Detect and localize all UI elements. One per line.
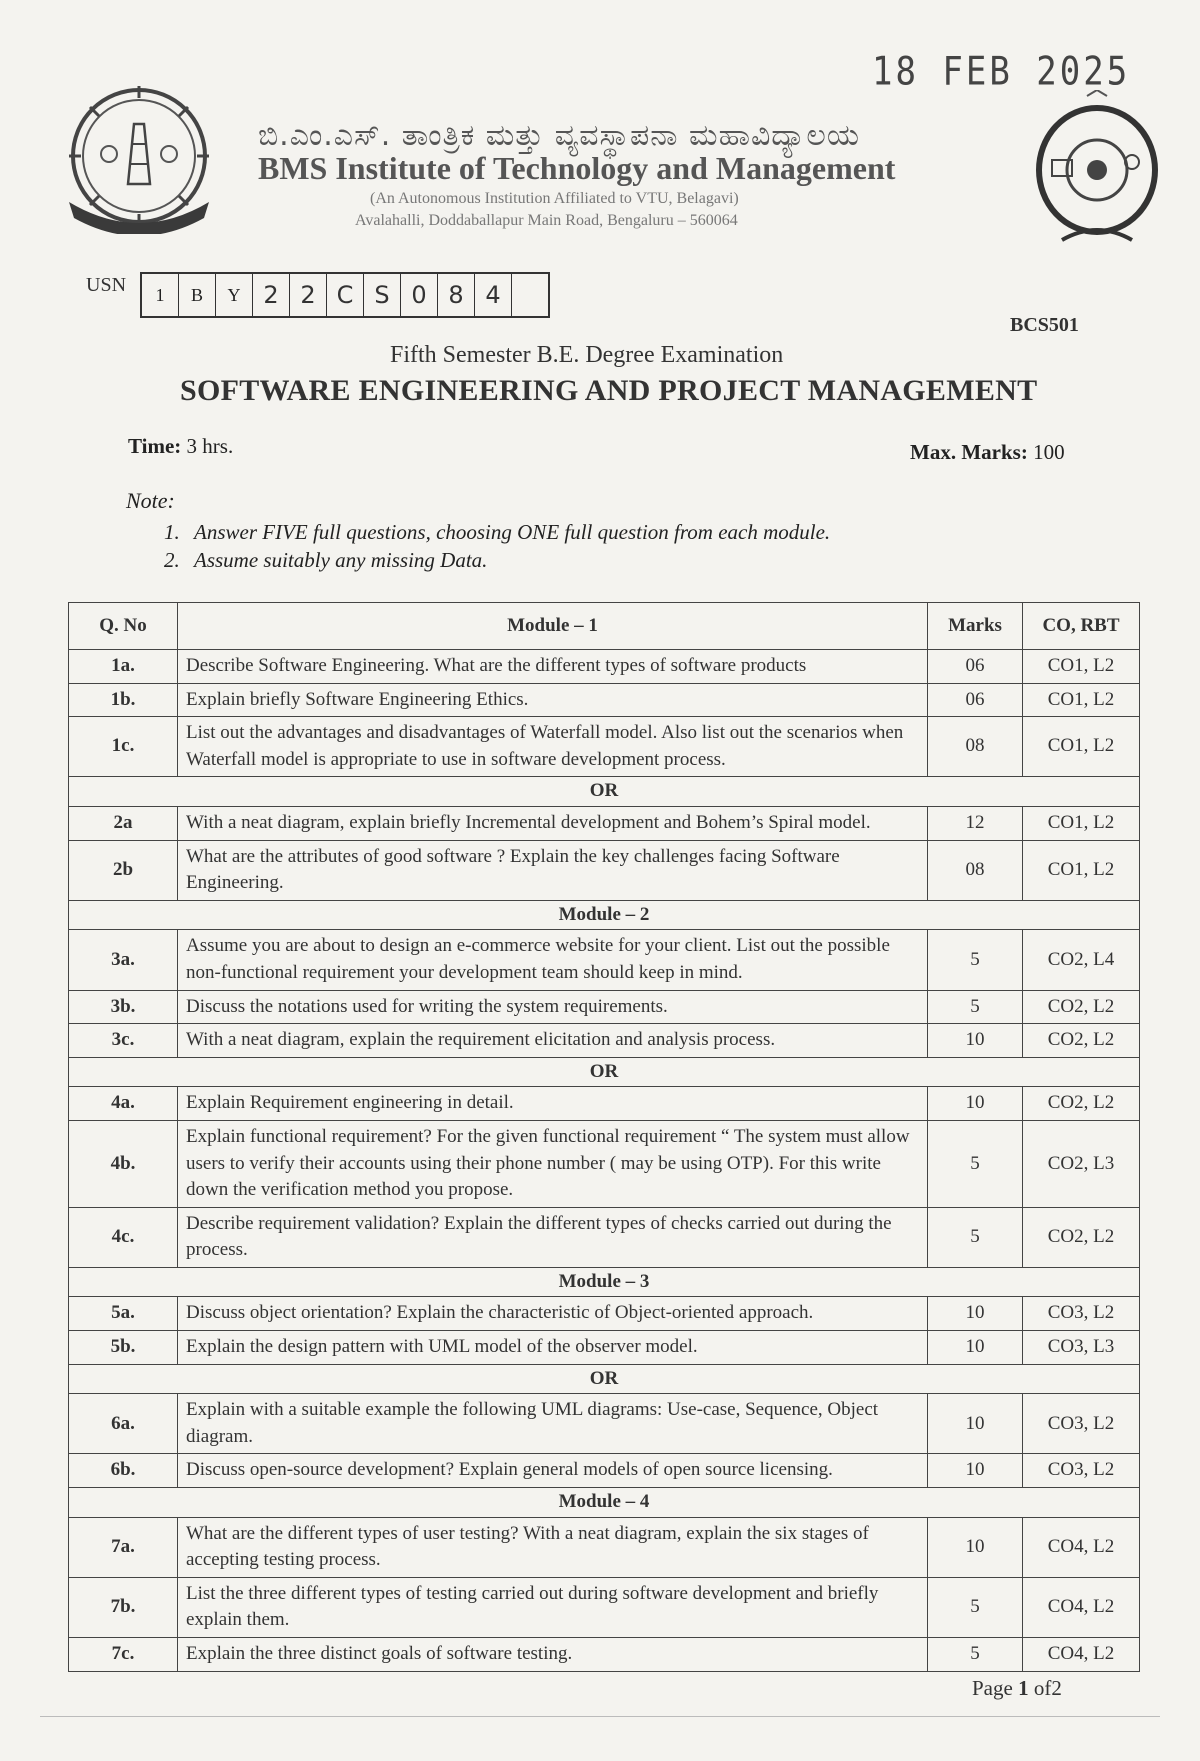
header-qno: Q. No	[69, 603, 178, 650]
question-marks: 10	[928, 1517, 1023, 1577]
question-row	[69, 1120, 1140, 1207]
header-module: Module – 1	[178, 603, 928, 650]
time-info	[128, 434, 233, 459]
header-marks: Marks	[928, 603, 1023, 650]
institute-emblem-icon	[64, 84, 214, 234]
section-separator-label: Module – 2	[69, 900, 1140, 930]
question-number: 6b.	[69, 1454, 178, 1488]
section-separator-row	[69, 900, 1140, 930]
question-co-rbt: CO2, L2	[1023, 1087, 1140, 1121]
question-co-rbt: CO4, L2	[1023, 1638, 1140, 1672]
question-text: Explain functional requirement? For the given functional requirement “ The system must allow users to verify their accounts using their phone number ( may be using OTP). For this write down the verification method you propose.	[178, 1120, 928, 1207]
usn-char: C	[327, 274, 364, 316]
question-marks: 06	[928, 683, 1023, 717]
question-text: What are the different types of user testing? With a neat diagram, explain the six stages of accepting testing process.	[178, 1517, 928, 1577]
question-co-rbt: CO3, L2	[1023, 1454, 1140, 1488]
question-co-rbt: CO4, L2	[1023, 1577, 1140, 1637]
question-co-rbt: CO2, L2	[1023, 1024, 1140, 1058]
question-marks: 12	[928, 806, 1023, 840]
section-separator-row	[69, 1267, 1140, 1297]
question-text: Describe Software Engineering. What are the different types of software products	[178, 650, 928, 684]
page-label: Page	[972, 1676, 1013, 1700]
question-number: 1c.	[69, 717, 178, 777]
subject-title: SOFTWARE ENGINEERING AND PROJECT MANAGEMENT	[180, 374, 1038, 407]
question-marks: 10	[928, 1297, 1023, 1331]
question-marks: 10	[928, 1331, 1023, 1365]
usn-char: 0	[401, 274, 438, 316]
question-co-rbt: CO3, L2	[1023, 1394, 1140, 1454]
question-number: 2a	[69, 806, 178, 840]
question-marks: 10	[928, 1454, 1023, 1488]
question-row	[69, 1394, 1140, 1454]
question-row	[69, 1638, 1140, 1672]
time-value: 3 hrs.	[186, 434, 234, 458]
section-separator-label: OR	[69, 1057, 1140, 1087]
page-of: of	[1033, 1676, 1052, 1700]
question-marks: 06	[928, 650, 1023, 684]
question-text: Describe requirement validation? Explain the different types of checks carried out during the process.	[178, 1207, 928, 1267]
question-text: Explain briefly Software Engineering Ethics.	[178, 683, 928, 717]
page-number	[972, 1676, 1062, 1701]
max-marks-info	[910, 440, 1065, 465]
question-marks: 08	[928, 717, 1023, 777]
jubilee-emblem-icon	[1032, 90, 1162, 250]
section-separator-row	[69, 1057, 1140, 1087]
institute-address: Avalahalli, Doddaballapur Main Road, Bengaluru – 560064	[355, 212, 738, 229]
question-co-rbt: CO4, L2	[1023, 1517, 1140, 1577]
question-co-rbt: CO2, L4	[1023, 930, 1140, 990]
institute-name-kannada: ಬಿ.ಎಂ.ಎಸ್. ತಾಂತ್ರಿಕ ಮತ್ತು ವ್ಯವಸ್ಥಾಪನಾ ಮಹಾವಿದ್ಯಾಲಯ	[258, 118, 860, 153]
question-number: 4a.	[69, 1087, 178, 1121]
question-number: 3b.	[69, 990, 178, 1024]
question-text: With a neat diagram, explain briefly Incremental development and Bohem’s Spiral model.	[178, 806, 928, 840]
section-separator-label: Module – 4	[69, 1488, 1140, 1518]
section-separator-row	[69, 777, 1140, 807]
usn-char: 2	[253, 274, 290, 316]
question-co-rbt: CO1, L2	[1023, 717, 1140, 777]
usn-char-empty	[512, 274, 548, 316]
date-stamp: 18 FEB 2025	[872, 49, 1131, 95]
question-row	[69, 1297, 1140, 1331]
question-marks: 5	[928, 1120, 1023, 1207]
question-row	[69, 683, 1140, 717]
section-separator-label: OR	[69, 777, 1140, 807]
question-table	[68, 602, 1140, 1672]
instruction-item	[164, 548, 487, 573]
usn-char: Y	[216, 274, 253, 316]
course-code: BCS501	[1010, 314, 1079, 336]
page-total: 2	[1051, 1676, 1062, 1700]
question-marks: 10	[928, 1394, 1023, 1454]
institute-name: BMS Institute of Technology and Management	[258, 150, 896, 186]
question-co-rbt: CO2, L3	[1023, 1120, 1140, 1207]
question-text: With a neat diagram, explain the requirement elicitation and analysis process.	[178, 1024, 928, 1058]
question-text: Explain the three distinct goals of software testing.	[178, 1638, 928, 1672]
question-number: 7a.	[69, 1517, 178, 1577]
question-co-rbt: CO1, L2	[1023, 683, 1140, 717]
question-co-rbt: CO1, L2	[1023, 650, 1140, 684]
question-number: 3a.	[69, 930, 178, 990]
instruction-item	[164, 520, 830, 545]
instruction-number: 1.	[164, 520, 180, 544]
section-separator-label: Module – 3	[69, 1267, 1140, 1297]
question-marks: 08	[928, 840, 1023, 900]
question-row	[69, 1024, 1140, 1058]
question-number: 4c.	[69, 1207, 178, 1267]
question-row	[69, 840, 1140, 900]
question-number: 5b.	[69, 1331, 178, 1365]
question-text: Explain with a suitable example the following UML diagrams: Use-case, Sequence, Object diagram.	[178, 1394, 928, 1454]
question-marks: 5	[928, 1207, 1023, 1267]
question-number: 6a.	[69, 1394, 178, 1454]
question-row	[69, 806, 1140, 840]
note-label: Note:	[126, 488, 175, 513]
question-text: What are the attributes of good software ? Explain the key challenges facing Software Engineering.	[178, 840, 928, 900]
usn-char: 8	[438, 274, 475, 316]
section-separator-row	[69, 1488, 1140, 1518]
usn-label: USN	[86, 274, 127, 296]
instruction-text: Assume suitably any missing Data.	[194, 548, 488, 572]
max-marks-value: 100	[1033, 440, 1065, 464]
question-co-rbt: CO1, L2	[1023, 840, 1140, 900]
page-current: 1	[1018, 1676, 1029, 1700]
question-text: List out the advantages and disadvantages of Waterfall model. Also list out the scenarios when Waterfall model is appropriate to use in software development process.	[178, 717, 928, 777]
question-number: 5a.	[69, 1297, 178, 1331]
instruction-number: 2.	[164, 548, 180, 572]
usn-char: 1	[142, 274, 179, 316]
question-row	[69, 1331, 1140, 1365]
exam-title: Fifth Semester B.E. Degree Examination	[390, 342, 784, 368]
question-marks: 5	[928, 930, 1023, 990]
question-row	[69, 1577, 1140, 1637]
question-text: Discuss object orientation? Explain the characteristic of Object-oriented approach.	[178, 1297, 928, 1331]
question-co-rbt: CO1, L2	[1023, 806, 1140, 840]
question-number: 1b.	[69, 683, 178, 717]
time-label: Time:	[128, 434, 182, 458]
question-row	[69, 990, 1140, 1024]
institute-affiliation: (An Autonomous Institution Affiliated to VTU, Belagavi)	[370, 190, 739, 207]
question-marks: 5	[928, 1577, 1023, 1637]
question-number: 1a.	[69, 650, 178, 684]
question-text: Discuss open-source development? Explain general models of open source licensing.	[178, 1454, 928, 1488]
question-co-rbt: CO3, L3	[1023, 1331, 1140, 1365]
question-co-rbt: CO2, L2	[1023, 1207, 1140, 1267]
question-co-rbt: CO3, L2	[1023, 1297, 1140, 1331]
question-text: Assume you are about to design an e-commerce website for your client. List out the possible non-functional requirement your development team should keep in mind.	[178, 930, 928, 990]
question-row	[69, 650, 1140, 684]
table-header-row	[69, 603, 1140, 650]
instruction-text: Answer FIVE full questions, choosing ONE full question from each module.	[194, 520, 831, 544]
question-row	[69, 1207, 1140, 1267]
question-row	[69, 1087, 1140, 1121]
usn-char: 2	[290, 274, 327, 316]
usn-boxes	[140, 272, 550, 318]
question-marks: 5	[928, 1638, 1023, 1672]
question-co-rbt: CO2, L2	[1023, 990, 1140, 1024]
question-marks: 10	[928, 1024, 1023, 1058]
question-number: 2b	[69, 840, 178, 900]
question-marks: 5	[928, 990, 1023, 1024]
question-table-body	[69, 650, 1140, 1672]
question-text: List the three different types of testing carried out during software development and briefly explain them.	[178, 1577, 928, 1637]
question-number: 7c.	[69, 1638, 178, 1672]
question-text: Explain Requirement engineering in detail.	[178, 1087, 928, 1121]
header-co-rbt: CO, RBT	[1023, 603, 1140, 650]
usn-char: 4	[475, 274, 512, 316]
question-text: Explain the design pattern with UML model of the observer model.	[178, 1331, 928, 1365]
max-marks-label: Max. Marks:	[910, 440, 1028, 464]
question-number: 3c.	[69, 1024, 178, 1058]
question-marks: 10	[928, 1087, 1023, 1121]
usn-char: B	[179, 274, 216, 316]
section-separator-row	[69, 1364, 1140, 1394]
section-separator-label: OR	[69, 1364, 1140, 1394]
question-number: 4b.	[69, 1120, 178, 1207]
question-row	[69, 717, 1140, 777]
usn-char: S	[364, 274, 401, 316]
question-row	[69, 930, 1140, 990]
question-row	[69, 1517, 1140, 1577]
question-number: 7b.	[69, 1577, 178, 1637]
question-text: Discuss the notations used for writing the system requirements.	[178, 990, 928, 1024]
footer-divider	[40, 1716, 1160, 1717]
question-row	[69, 1454, 1140, 1488]
